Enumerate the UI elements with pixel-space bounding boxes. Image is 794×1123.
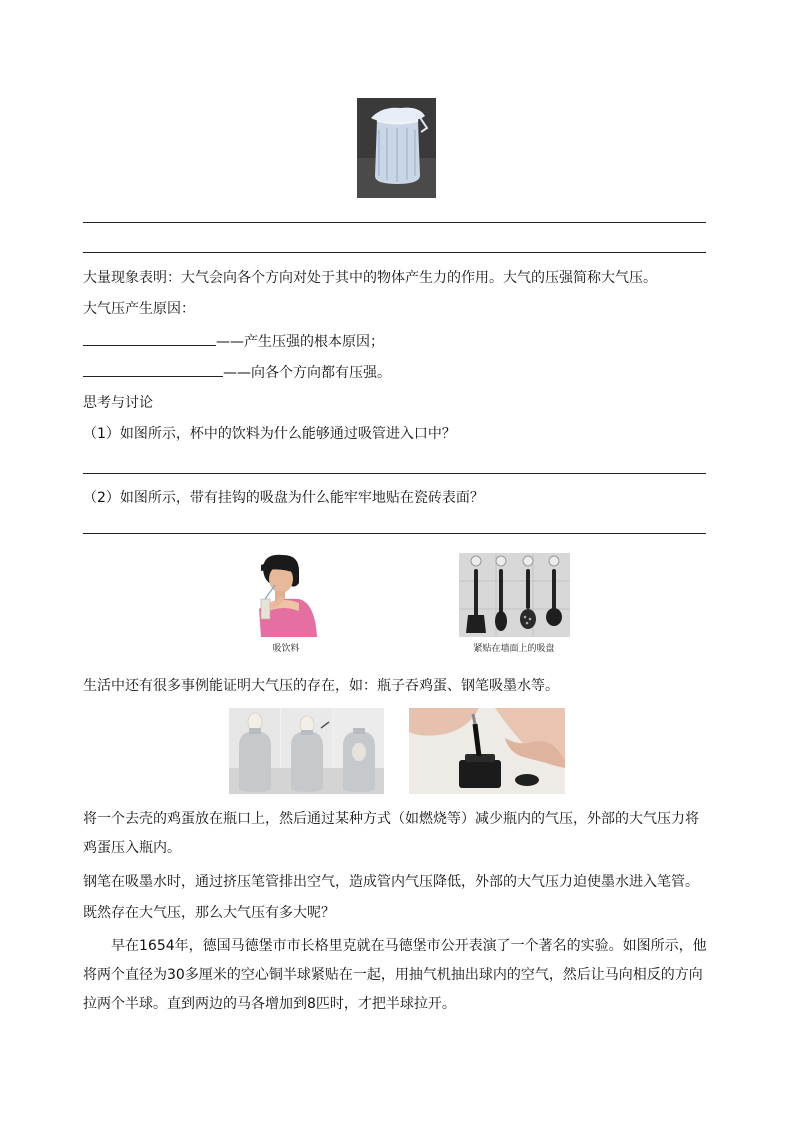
cause-line-1 (83, 331, 384, 352)
egg-bottle-photos (229, 708, 384, 794)
answer-line-2 (83, 252, 706, 253)
paragraph-question: 既然存在大气压，那么大气压有多大呢？ (83, 905, 335, 921)
heading-think-discuss: 思考与讨论 (83, 395, 153, 411)
answer-line-1 (83, 222, 706, 223)
blank-field-2[interactable] (83, 362, 223, 377)
cause-line-1-text: ——产生压强的根本原因； (216, 334, 384, 350)
question-2: （2）如图所示，带有挂钩的吸盘为什么能牢牢地贴在瓷砖表面？ (83, 490, 484, 506)
caption-drink: 吸饮料 (272, 644, 300, 654)
answer-line-q1 (83, 473, 706, 474)
question-1: （1）如图所示，杯中的饮料为什么能够通过吸管进入口中？ (83, 426, 456, 442)
suction-cup-photo (459, 553, 570, 637)
paragraph-cause-heading: 大气压产生原因： (83, 301, 195, 317)
paragraph-egg: 将一个去壳的鸡蛋放在瓶口上，然后通过某种方式（如燃烧等）减少瓶内的气压，外部的大气压力将鸡蛋压入瓶内。 (83, 811, 699, 856)
fountain-pen-photo (409, 708, 565, 794)
paragraph-history: 早在1654年，德国马德堡市市长格里克就在马德堡市公开表演了一个著名的实验。如图所示，他将两个直径为30多厘米的空心铜半球紧贴在一起，用抽气机抽出球内的空气，然后让马向相反的方向拉两个半球。直到两边的马各增加到8匹时，才把半球拉开。 (83, 938, 707, 1012)
jar-photo (357, 98, 436, 198)
paragraph-examples: 生活中还有很多事例能证明大气压的存在，如：瓶子吞鸡蛋、钢笔吸墨水等。 (83, 678, 559, 694)
caption-suction-cup: 紧贴在墙面上的吸盘 (473, 644, 555, 654)
paragraph-pen: 钢笔在吸墨水时，通过挤压笔管排出空气，造成管内气压降低，外部的大气压力迫使墨水进入笔管。 (83, 874, 699, 890)
cause-line-2-text: ——向各个方向都有压强。 (223, 365, 391, 381)
drinking-photo (255, 553, 320, 637)
answer-line-q2 (83, 533, 706, 534)
cause-line-2 (83, 362, 391, 383)
paragraph-atmosphere: 大量现象表明：大气会向各个方向对处于其中的物体产生力的作用。大气的压强简称大气压。 (83, 270, 657, 286)
blank-field-1[interactable] (83, 331, 216, 346)
